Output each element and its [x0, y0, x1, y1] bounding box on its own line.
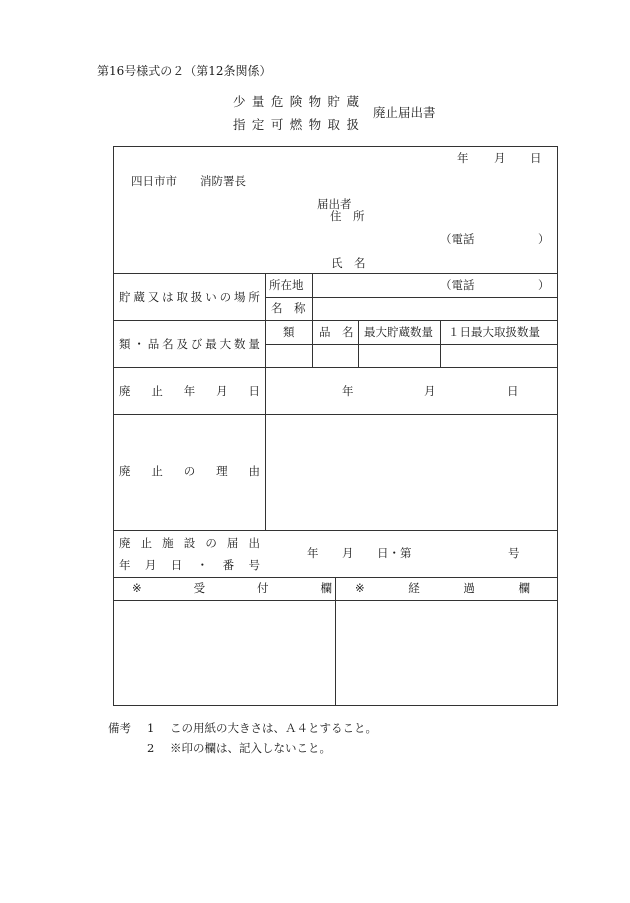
label-char: 取	[176, 290, 188, 304]
label-char: い	[205, 290, 217, 304]
abolition-year: 年	[342, 384, 354, 398]
label-char: 貯	[119, 290, 131, 304]
rule-category-mid	[265, 344, 558, 345]
header-char: 受	[193, 581, 206, 595]
col-type-header: 類	[283, 325, 295, 339]
title-char: 危	[270, 94, 284, 109]
date-month: 月	[494, 151, 506, 165]
phone-close: ）	[538, 232, 550, 246]
notice-number-suffix: 号	[508, 546, 520, 560]
rule-date-bottom	[113, 414, 558, 415]
location-phone-label: （電話	[440, 278, 475, 292]
label-char: 蔵	[133, 290, 145, 304]
label-char: 止	[151, 384, 163, 398]
header-char: 欄	[518, 581, 530, 595]
note-2-text: ※印の欄は、記入しないこと。	[170, 741, 331, 755]
reception-header	[132, 583, 332, 595]
title-char: 険	[289, 94, 303, 109]
addressee: 四日市市 消防署長	[131, 174, 246, 188]
label-char: ・	[133, 337, 145, 351]
facility-notice-label-2	[119, 560, 260, 572]
title-char: 可	[270, 117, 284, 132]
notice-day-number: 日・第	[377, 546, 412, 560]
label-char: 大	[219, 337, 232, 351]
label-char: び	[190, 337, 203, 351]
title-line-2	[233, 119, 359, 132]
label-char: 廃	[119, 536, 131, 550]
col-daily-max-header: １日最大取扱数量	[448, 325, 540, 339]
label-char: 止	[140, 536, 153, 550]
label-char: 量	[248, 337, 260, 351]
label-char: 日	[170, 558, 183, 572]
phone-label: （電話	[440, 232, 475, 246]
rule-location-inner	[312, 273, 313, 320]
applicant-label: 届出者	[317, 197, 352, 211]
title-line-1	[233, 96, 359, 109]
title-char: 定	[251, 117, 265, 132]
label-char: 番	[222, 558, 235, 572]
title-char: 燃	[289, 117, 303, 132]
title-char: 少	[233, 94, 246, 109]
location-label	[119, 292, 260, 304]
location-phone-close: ）	[538, 278, 550, 292]
asterisk-mark: ※	[355, 581, 365, 595]
title-suffix: 廃止届出書	[373, 105, 436, 120]
rule-category-col-1	[312, 320, 313, 367]
rule-category-col-2	[358, 320, 359, 367]
rule-stamp-divider	[335, 577, 336, 706]
date-year: 年	[457, 151, 469, 165]
rule-reason-bottom	[113, 530, 558, 531]
label-char: ・	[196, 558, 209, 572]
label-char: の	[205, 536, 217, 550]
label-char: 届	[226, 536, 239, 550]
header-char: 過	[463, 581, 475, 595]
rule-label-column	[265, 273, 266, 530]
header-char: 経	[408, 581, 420, 595]
address-label: 住 所	[330, 209, 365, 223]
location-address-label: 所在地	[269, 278, 304, 292]
label-char: 号	[248, 558, 260, 572]
label-char: 所	[248, 290, 260, 304]
label-char: 出	[248, 536, 260, 550]
title-char: 扱	[346, 117, 359, 132]
category-label	[119, 339, 260, 351]
abolition-date-label	[119, 386, 260, 398]
label-char: 年	[183, 384, 196, 398]
label-char: の	[219, 290, 232, 304]
col-max-storage-header: 最大貯蔵数量	[364, 325, 433, 339]
rule-category-bottom	[113, 367, 558, 368]
abolition-day: 日	[507, 384, 519, 398]
facility-notice-label-1	[119, 538, 260, 550]
rule-header-bottom	[113, 273, 558, 274]
col-item-header: 品 名	[319, 325, 354, 339]
date-day: 日	[530, 151, 542, 165]
label-char: 数	[234, 337, 246, 351]
label-char: 年	[119, 558, 131, 572]
label-char: 廃	[119, 384, 131, 398]
rule-category-col-3	[440, 320, 441, 367]
notes-label: 備考	[108, 721, 131, 735]
rule-location-mid	[265, 297, 558, 298]
label-char: 最	[205, 337, 217, 351]
rule-location-bottom	[113, 320, 558, 321]
label-char: 理	[216, 464, 228, 478]
notice-month: 月	[342, 546, 354, 560]
form-number: 第16号様式の２（第12条関係）	[97, 64, 272, 78]
header-char: 欄	[320, 581, 332, 595]
title-char: 取	[327, 117, 341, 132]
title-char: 貯	[327, 94, 341, 109]
label-char: 設	[183, 536, 196, 550]
name-label: 氏 名	[331, 256, 366, 270]
label-char: 日	[248, 384, 260, 398]
label-char: 類	[119, 337, 131, 351]
abolition-month: 月	[424, 384, 436, 398]
note-2-number: 2	[147, 741, 155, 755]
label-char: 施	[162, 536, 174, 550]
note-1-number: 1	[147, 721, 155, 735]
label-char: の	[183, 464, 196, 478]
note-1-text: この用紙の大きさは、Ａ４とすること。	[170, 721, 377, 735]
title-char: 物	[308, 94, 322, 109]
label-char: 扱	[190, 290, 203, 304]
notice-year: 年	[307, 546, 319, 560]
label-char: 廃	[119, 464, 131, 478]
label-char: 止	[151, 464, 163, 478]
header-char: 付	[257, 581, 269, 595]
label-char: 場	[234, 290, 246, 304]
title-char: 物	[308, 117, 322, 132]
label-char: 由	[248, 464, 260, 478]
title-char: 蔵	[346, 94, 359, 109]
asterisk-mark: ※	[132, 581, 142, 595]
progress-header	[355, 583, 530, 595]
label-char: 月	[216, 384, 228, 398]
location-name-label: 名 称	[271, 301, 306, 315]
title-char: 指	[233, 117, 246, 132]
title-char: 量	[251, 94, 265, 109]
label-char: 及	[176, 337, 188, 351]
label-char: は	[162, 290, 174, 304]
reason-label	[119, 466, 260, 478]
label-char: 名	[162, 337, 174, 351]
label-char: 月	[144, 558, 157, 572]
label-char: 又	[147, 290, 160, 304]
label-char: 品	[147, 337, 160, 351]
